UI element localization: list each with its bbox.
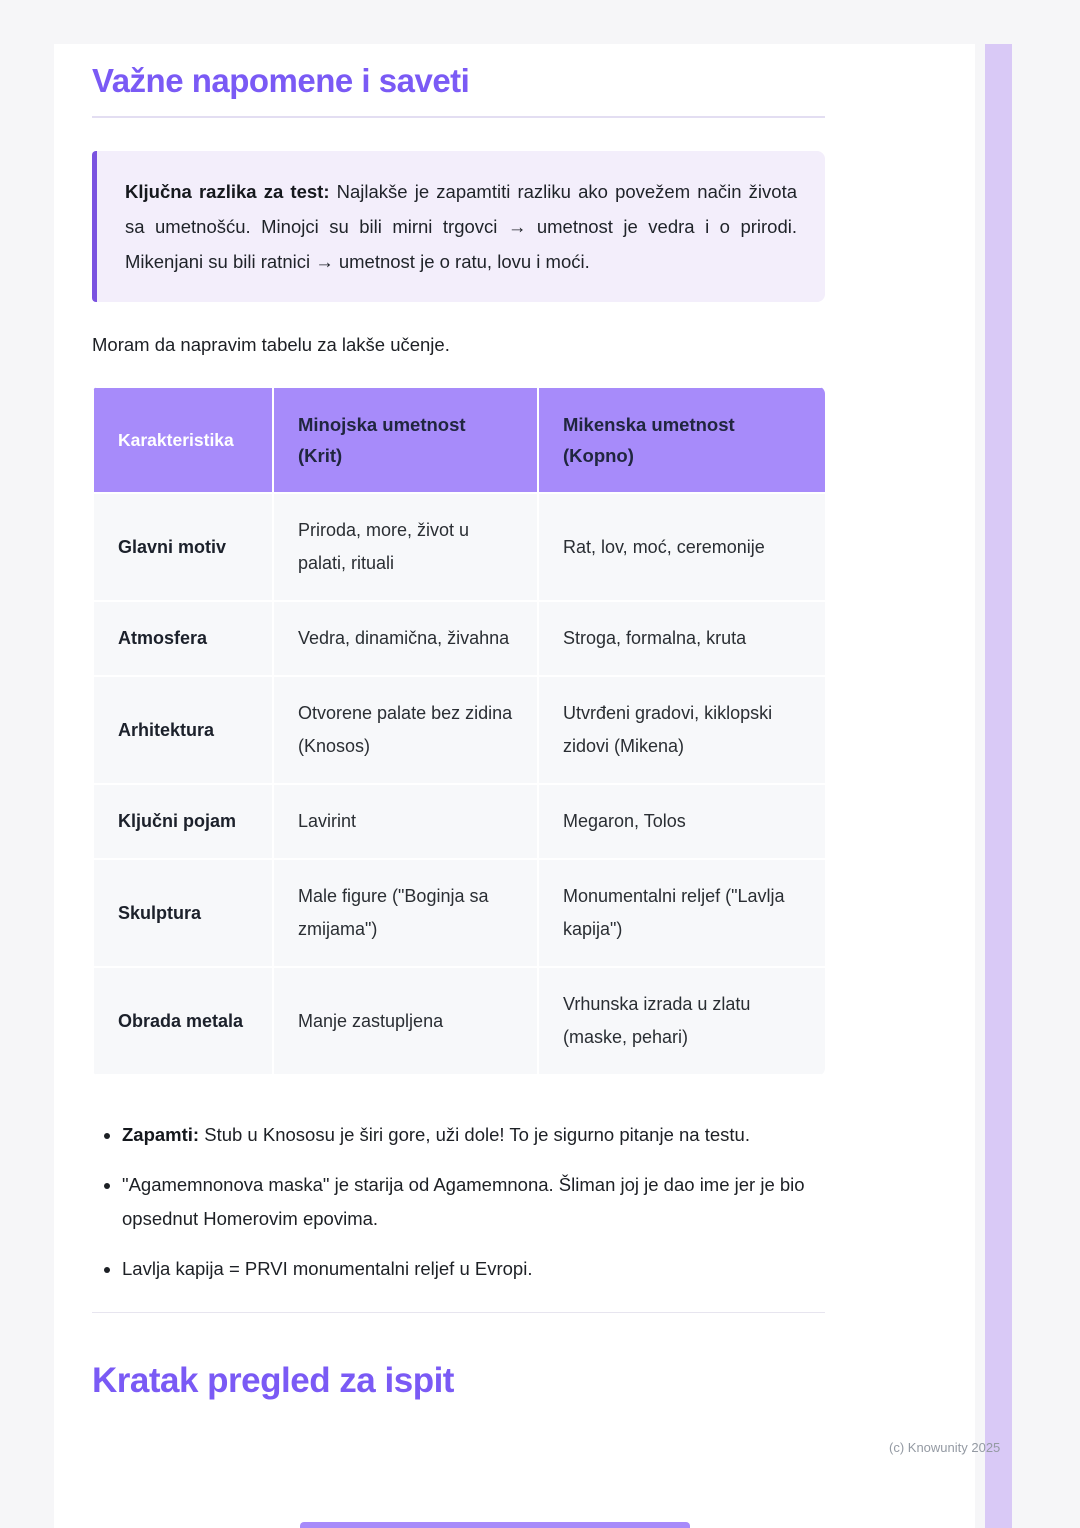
list-item	[122, 1118, 825, 1152]
intro-paragraph: Moram da napravim tabelu za lakše učenje.	[92, 334, 450, 355]
cell-minoan: Manje zastupljena	[273, 967, 538, 1075]
table-row	[93, 493, 825, 601]
list-item-text: Lavlja kapija = PRVI monumentalni reljef u Evropi.	[122, 1258, 533, 1279]
list-item-text: "Agamemnonova maska" je starija od Agamemnona. Šliman joj je dao ime jer je bio opsednut Homerovim epovima.	[122, 1174, 805, 1229]
list-item	[122, 1252, 825, 1286]
list-item	[122, 1168, 825, 1236]
comparison-table	[92, 386, 825, 1076]
table-header-characteristic: Karakteristika	[93, 387, 273, 493]
section-divider	[92, 1312, 825, 1313]
cell-mycenaean: Rat, lov, moć, ceremonije	[538, 493, 825, 601]
document-page	[54, 44, 975, 1528]
cell-mycenaean: Megaron, Tolos	[538, 784, 825, 859]
cell-mycenaean: Vrhunska izrada u zlatu (maske, pehari)	[538, 967, 825, 1075]
section-heading-exam: Kratak pregled za ispit	[92, 1361, 454, 1400]
key-difference-callout	[92, 151, 825, 302]
table-row	[93, 967, 825, 1075]
cell-minoan: Vedra, dinamična, živahna	[273, 601, 538, 676]
cell-mycenaean: Utvrđeni gradovi, kiklopski zidovi (Mikena)	[538, 676, 825, 784]
list-item-bold: Zapamti:	[122, 1124, 200, 1145]
section-heading-notes: Važne napomene i saveti	[92, 62, 470, 99]
notes-list	[92, 1118, 825, 1286]
row-label-cell: Obrada metala	[93, 967, 273, 1075]
table-header-mycenaean: Mikenska umetnost (Kopno)	[538, 387, 825, 493]
side-accent-bar	[985, 44, 1012, 1528]
cell-minoan: Otvorene palate bez zidina (Knosos)	[273, 676, 538, 784]
row-label-cell: Glavni motiv	[93, 493, 273, 601]
table-row	[93, 784, 825, 859]
row-label-cell: Arhitektura	[93, 676, 273, 784]
row-label-cell: Skulptura	[93, 859, 273, 967]
copyright-credit: (c) Knowunity 2025	[889, 1440, 1001, 1455]
heading-underline	[92, 116, 825, 118]
table-header-minoan: Minojska umetnost (Krit)	[273, 387, 538, 493]
cell-minoan: Priroda, more, život u palati, rituali	[273, 493, 538, 601]
callout-text: Najlakše je zapamtiti razliku ako povežem način života sa umetnošću. Minojci su bili mirni trgovci → umetnost je vedra i o prirodi. Mikenjani su bili ratnici → umetnost je o ratu, lovu i moći.	[125, 181, 797, 272]
cell-mycenaean: Stroga, formalna, kruta	[538, 601, 825, 676]
row-label-cell: Atmosfera	[93, 601, 273, 676]
table-row	[93, 859, 825, 967]
cell-minoan: Lavirint	[273, 784, 538, 859]
table-header-row	[93, 387, 825, 493]
table-row	[93, 601, 825, 676]
cell-minoan: Male figure ("Boginja sa zmijama")	[273, 859, 538, 967]
list-item-text: Stub u Knososu je širi gore, uži dole! To je sigurno pitanje na testu.	[199, 1124, 750, 1145]
next-section-peek	[300, 1522, 690, 1528]
table-row	[93, 676, 825, 784]
cell-mycenaean: Monumentalni reljef ("Lavlja kapija")	[538, 859, 825, 967]
row-label-cell: Ključni pojam	[93, 784, 273, 859]
callout-label: Ključna razlika za test:	[125, 181, 330, 202]
